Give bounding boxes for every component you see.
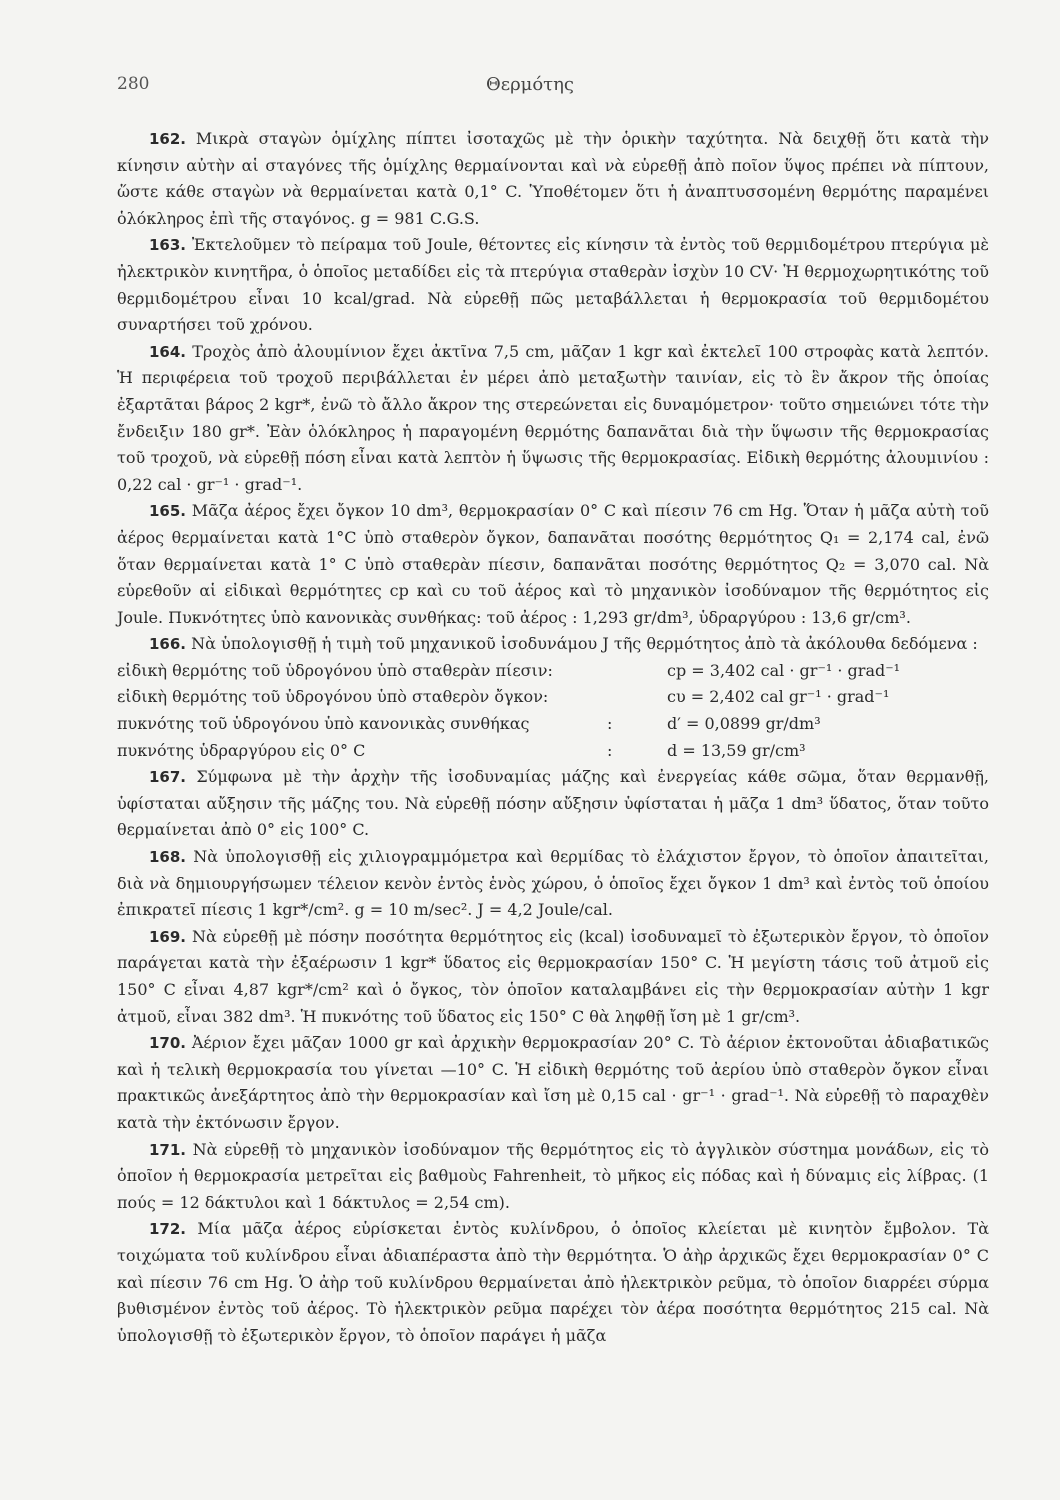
problem-text: Σύμφωνα μὲ τὴν ἀρχὴν τῆς ἰσοδυναμίας μάζης καὶ ἐνεργείας κάθε σῶμα, ὅταν θερμανθῇ, ὑφίσταται αὔξησιν τῆς μάζης του. Νὰ εὑρεθῇ πόσην αὔξησιν ὑφίσταται ἡ μᾶζα 1 dm³ ὕδατος, ὅταν τοῦτο θερμαίνεται ἀπὸ 0° εἰς 100° C. — [117, 767, 989, 840]
problem-number: 168. — [149, 848, 187, 867]
problem-number: 164. — [149, 342, 187, 361]
given-value: cυ = 2,402 cal gr⁻¹ · grad⁻¹ — [667, 687, 890, 707]
problem-162 — [117, 126, 989, 232]
problem-number: 162. — [149, 130, 187, 148]
given-value: d′ = 0,0899 gr/dm³ — [667, 714, 821, 734]
given-label: πυκνότης τοῦ ὑδρογόνου ὑπὸ κανονικὰς συνθήκας — [117, 714, 530, 734]
problem-168 — [117, 844, 989, 924]
given-data-row — [117, 711, 989, 738]
problem-number: 163. — [149, 236, 187, 255]
problem-text: Τροχὸς ἀπὸ ἀλουμίνιον ἔχει ἀκτῖνα 7,5 cm, μᾶζαν 1 kgr καὶ ἐκτελεῖ 100 στροφὰς κατὰ λεπτόν. Ἡ περιφέρεια τοῦ τροχοῦ περιβάλλεται ἐν μέρει ἀπὸ μεταξωτὴν ταινίαν, εἰς τὸ ἓν ἄκρον τῆς ὁποίας ἐξαρτᾶται βάρος 2 kgr*, ἐνῶ τὸ ἄλλο ἄκρον της στερεώνεται εἰς δυναμόμετρον· τοῦτο σημειώνει τότε τὴν ἔνδειξιν 180 gr*. Ἐὰν ὁλόκληρος ἡ παραγομένη θερμότης δαπανᾶται διὰ τὴν ὕψωσιν τῆς θερμοκρασίας τοῦ τροχοῦ, νὰ εὑρεθῇ πόση εἶναι κατὰ λεπτὸν ἡ ὕψωσις τῆς θερμοκρασίας. Εἰδικὴ θερμότης ἀλουμινίου : 0,22 cal · gr⁻¹ · grad⁻¹. — [117, 341, 990, 494]
problem-number: 166. — [149, 635, 187, 654]
problem-167 — [117, 764, 989, 844]
problem-166 — [117, 631, 989, 658]
given-label: πυκνότης ὑδραργύρου εἰς 0° C — [117, 740, 366, 760]
problem-163 — [117, 232, 989, 338]
given-data-row — [117, 738, 989, 765]
problems-body — [117, 126, 989, 1349]
problem-text: Νὰ ὑπολογισθῇ ἡ τιμὴ τοῦ μηχανικοῦ ἰσοδυνάμου J τῆς θερμότητος ἀπὸ τὰ ἀκόλουθα δεδόμενα : — [191, 634, 978, 654]
problem-text: Μᾶζα ἀέρος ἔχει ὄγκον 10 dm³, θερμοκρασίαν 0° C καὶ πίεσιν 76 cm Hg. Ὅταν ἡ μᾶζα αὐτὴ τοῦ ἀέρος θερμαίνεται κατὰ 1°C ὑπὸ σταθερὸν ὄγκον, δαπανᾶται ποσότης θερμότητος Q₁ = 2,174 cal, ἐνῶ ὅταν θερμαίνεται κατὰ 1° C ὑπὸ σταθερὰν πίεσιν, δαπανᾶται ποσότης θερμότητος Q₂ = 3,070 cal. Νὰ εὑρεθοῦν αἱ εἰδικαὶ θερμότητες cp καὶ cυ τοῦ ἀέρος καὶ τὸ μηχανικὸν ἰσοδύναμον τῆς θερμότητος εἰς Joule. Πυκνότητες ὑπὸ κανονικὰς συνθήκας: τοῦ ἀέρος : 1,293 gr/dm³, ὑδραργύρου : 13,6 gr/cm³. — [117, 501, 989, 627]
problem-number: 165. — [149, 502, 187, 521]
problem-number: 169. — [149, 927, 187, 946]
given-label: εἰδικὴ θερμότης τοῦ ὑδρογόνου ὑπὸ σταθερὸν ὄγκον: — [117, 687, 549, 707]
problem-text: Μία μᾶζα ἀέρος εὑρίσκεται ἐντὸς κυλίνδρου, ὁ ὁποῖος κλείεται μὲ κινητὸν ἔμβολον. Τὰ τοιχώματα τοῦ κυλίνδρου εἶναι ἀδιαπέραστα ἀπὸ τὴν θερμότητα. Ὁ ἀὴρ ἀρχικῶς ἔχει θερμοκρασίαν 0° C καὶ πίεσιν 76 cm Hg. Ὁ ἀὴρ τοῦ κυλίνδρου θερμαίνεται ἀπὸ ἠλεκτρικὸν ρεῦμα, τὸ ὁποῖον διαρρέει σύρμα βυθισμένον ἐντὸς τοῦ ἀέρος. Τὸ ἠλεκτρικὸν ρεῦμα παρέχει τὸν ἀέρα ποσότητα θερμότητος 215 cal. Νὰ ὑπολογισθῇ τὸ ἐξωτερικὸν ἔργον, τὸ ὁποῖον παράγει ἡ μᾶζα — [117, 1219, 990, 1345]
given-label: εἰδικὴ θερμότης τοῦ ὑδρογόνου ὑπὸ σταθερὰν πίεσιν: — [117, 660, 553, 680]
page-number: 280 — [117, 74, 150, 94]
problem-172 — [117, 1216, 989, 1349]
problem-text: Ἀέριον ἔχει μᾶζαν 1000 gr καὶ ἀρχικὴν θερμοκρασίαν 20° C. Τὸ ἀέριον ἐκτονοῦται ἀδιαβατικῶς καὶ ἡ τελικὴ θερμοκρασία του γίνεται —10° C. Ἡ εἰδικὴ θερμότης τοῦ ἀερίου ὑπὸ σταθερὸν ὄγκον εἶναι πρακτικῶς ἀνεξάρτητος ἀπὸ τὴν θερμοκρασίαν καὶ ἴση μὲ 0,15 cal · gr⁻¹ · grad⁻¹. Νὰ εὑρεθῇ τὸ παραχθὲν κατὰ τὴν ἐκτόνωσιν ἔργον. — [117, 1033, 989, 1132]
given-value: d = 13,59 gr/cm³ — [667, 740, 806, 760]
problem-165 — [117, 498, 989, 631]
problem-text: Μικρὰ σταγὼν ὁμίχλης πίπτει ἰσοταχῶς μὲ τὴν ὁρικὴν ταχύτητα. Νὰ δειχθῇ ὅτι κατὰ τὴν κίνησιν αὐτὴν αἱ σταγόνες τῆς ὁμίχλης θερμαίνονται καὶ νὰ εὑρεθῇ ἀπὸ ποῖον ὕψος πρέπει νὰ πίπτουν, ὥστε κάθε σταγὼν νὰ θερμαίνεται κατὰ 0,1° C. Ὑποθέτομεν ὅτι ἡ ἀναπτυσσομένη θερμότης παραμένει ὁλόκληρος ἐπὶ τῆς σταγόνος. g = 981 C.G.S. — [117, 129, 989, 228]
given-colon: : — [607, 740, 613, 760]
problem-text: Νὰ εὑρεθῇ μὲ πόσην ποσότητα θερμότητος εἰς (kcal) ἰσοδυναμεῖ τὸ ἐξωτερικὸν ἔργον, τὸ ὁποῖον παράγεται κατὰ τὴν ἐξαέρωσιν 1 kgr* ὕδατος εἰς θερμοκρασίαν 150° C. Ἡ μεγίστη τάσις τοῦ ἀτμοῦ εἰς 150° C εἶναι 4,87 kgr*/cm² καὶ ὁ ὄγκος, τὸν ὁποῖον καταλαμβάνει εἰς τὴν θερμοκρασίαν αὐτὴν 1 kgr ἀτμοῦ, εἶναι 382 dm³. Ἡ πυκνότης τοῦ ὕδατος εἰς 150° C θὰ ληφθῇ ἴση μὲ 1 gr/cm³. — [117, 926, 990, 1026]
problem-164 — [117, 339, 989, 499]
problem-170 — [117, 1030, 989, 1136]
problem-171 — [117, 1137, 989, 1217]
given-colon: : — [607, 714, 613, 734]
problem-number: 167. — [149, 768, 187, 787]
problem-number: 172. — [149, 1220, 187, 1239]
problem-number: 170. — [149, 1034, 187, 1053]
problem-number: 171. — [149, 1140, 187, 1159]
given-value: cp = 3,402 cal · gr⁻¹ · grad⁻¹ — [667, 660, 901, 680]
problem-text: Νὰ ὑπολογισθῇ εἰς χιλιογραμμόμετρα καὶ θερμίδας τὸ ἐλάχιστον ἔργον, τὸ ὁποῖον ἀπαιτεῖται, διὰ νὰ δημιουργήσωμεν τέλειον κενὸν ἐντὸς ἑνὸς χώρου, ὁ ὁποῖος ἔχει ὄγκον 1 dm³ καὶ ἐντὸς τοῦ ὁποίου ἐπικρατεῖ πίεσις 1 kgr*/cm². g = 10 m/sec². J = 4,2 Joule/cal. — [117, 847, 989, 920]
problem-169 — [117, 924, 989, 1030]
given-data-row — [117, 658, 989, 685]
given-data-table — [117, 658, 989, 764]
running-title: Θερμότης — [485, 74, 575, 95]
given-data-row — [117, 684, 989, 711]
problem-text: Νὰ εὑρεθῇ τὸ μηχανικὸν ἰσοδύναμον τῆς θερμότητος εἰς τὸ ἀγγλικὸν σύστημα μονάδων, εἰς τὸ ὁποῖον ἡ θερμοκρασία μετρεῖται εἰς βαθμοὺς Fahrenheit, τὸ μῆκος εἰς πόδας καὶ ἡ δύναμις εἰς λίβρας. (1 πούς = 12 δάκτυλοι καὶ 1 δάκτυλος = 2,54 cm). — [117, 1139, 990, 1212]
problem-text: Ἐκτελοῦμεν τὸ πείραμα τοῦ Joule, θέτοντες εἰς κίνησιν τὰ ἐντὸς τοῦ θερμιδομέτρου πτερύγια μὲ ἠλεκτρικὸν κινητῆρα, ὁ ὁποῖος μεταδίδει εἰς τὰ πτερύγια σταθερὰν ἰσχὺν 10 CV· Ἡ θερμοχωρητικότης τοῦ θερμιδομέτρου εἶναι 10 kcal/grad. Νὰ εὑρεθῇ πῶς μεταβάλλεται ἡ θερμοκρασία τοῦ θερμιδομέτου συναρτήσει τοῦ χρόνου. — [117, 235, 990, 335]
